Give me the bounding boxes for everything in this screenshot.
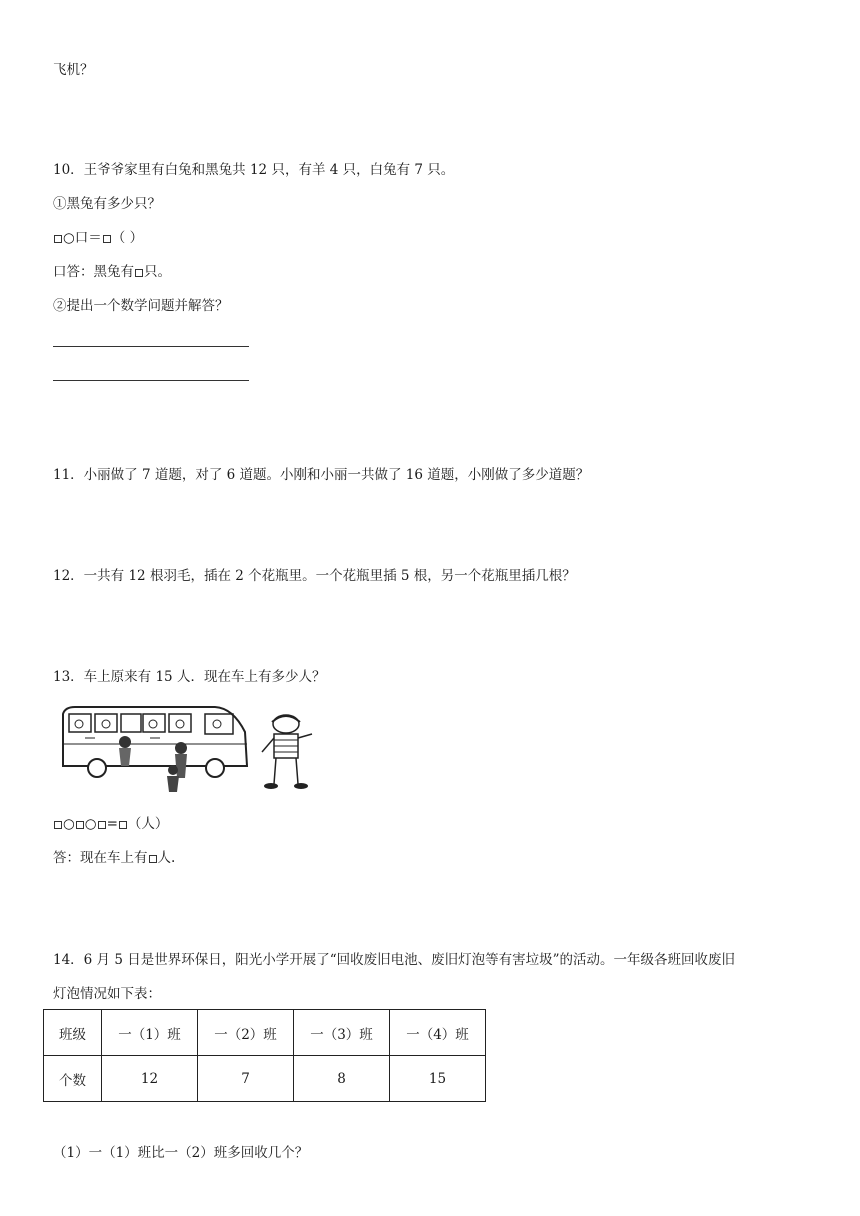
boy-illustration xyxy=(256,712,316,792)
blank-box[interactable] xyxy=(119,821,127,829)
q14-sub1: （1）一（1）班比一（2）班多回收几个？ xyxy=(53,1145,309,1161)
table-cell: 一（1）班 xyxy=(102,1010,198,1056)
q13-unit: （人） xyxy=(127,816,169,832)
blank-box[interactable] xyxy=(98,821,106,829)
table-cell: 15 xyxy=(390,1056,486,1102)
q10-answer xyxy=(53,262,171,282)
q14-stem-line2: 灯泡情况如下表： xyxy=(53,986,161,1002)
q10-equation-end: （ ） xyxy=(111,230,144,246)
table-cell: 一（4）班 xyxy=(390,1010,486,1056)
q10-answer-suffix: 只。 xyxy=(144,264,171,280)
bus-illustration xyxy=(55,704,255,796)
table-cell: 8 xyxy=(294,1056,390,1102)
answer-line[interactable] xyxy=(53,346,249,347)
table-cell: 个数 xyxy=(44,1056,102,1102)
table-cell: 一（2）班 xyxy=(198,1010,294,1056)
q10-part2: ②提出一个数学问题并解答？ xyxy=(53,298,229,314)
answer-line[interactable] xyxy=(53,380,249,381)
recycling-table xyxy=(43,1009,486,1102)
table-cell: 7 xyxy=(198,1056,294,1102)
table-cell: 12 xyxy=(102,1056,198,1102)
blank-box[interactable] xyxy=(149,855,157,863)
table-row xyxy=(44,1010,486,1056)
q10-part1: ①黑兔有多少只？ xyxy=(53,196,161,212)
blank-operator[interactable]: ○ xyxy=(63,816,75,832)
blank-operator[interactable]: ○ xyxy=(84,816,97,832)
q11-stem: 11．小丽做了 7 道题，对了 6 道题。小刚和小丽一共做了 16 道题，小刚做了多少道题？ xyxy=(53,467,590,483)
q13-answer-prefix: 答：现在车上有 xyxy=(53,850,148,866)
q10-stem: 10．王爷爷家里有白兔和黑兔共 12 只，有羊 4 只，白兔有 7 只。 xyxy=(53,162,455,178)
q14-stem-line1: 14．6 月 5 日是世界环保日，阳光小学开展了“回收废旧电池、废旧灯泡等有害垃圾”的活动。一年级各班回收废旧 xyxy=(53,952,736,968)
table-row xyxy=(44,1056,486,1102)
blank-box[interactable] xyxy=(135,269,143,277)
blank-box[interactable] xyxy=(76,821,84,829)
q12-stem: 12．一共有 12 根羽毛，插在 2 个花瓶里。一个花瓶里插 5 根，另一个花瓶里插几根？ xyxy=(53,568,576,584)
q13-equation: ○ ○ = （人） xyxy=(53,814,168,834)
blank-operator[interactable]: ○ xyxy=(63,230,75,246)
q13-answer xyxy=(53,848,175,868)
blank-box[interactable] xyxy=(54,235,62,243)
q9-tail: 飞机？ xyxy=(53,62,94,78)
blank-box: 口 xyxy=(74,230,89,246)
q10-equation: ○口＝ （ ） xyxy=(53,228,143,248)
blank-box[interactable] xyxy=(103,235,111,243)
q13-stem: 13．车上原来有 15 人．现在车上有多少人？ xyxy=(53,669,326,685)
q13-answer-suffix: 人. xyxy=(157,850,176,866)
q10-answer-prefix: 口答：黑兔有 xyxy=(53,264,134,280)
table-cell: 班级 xyxy=(44,1010,102,1056)
blank-box[interactable] xyxy=(54,821,62,829)
table-cell: 一（3）班 xyxy=(294,1010,390,1056)
